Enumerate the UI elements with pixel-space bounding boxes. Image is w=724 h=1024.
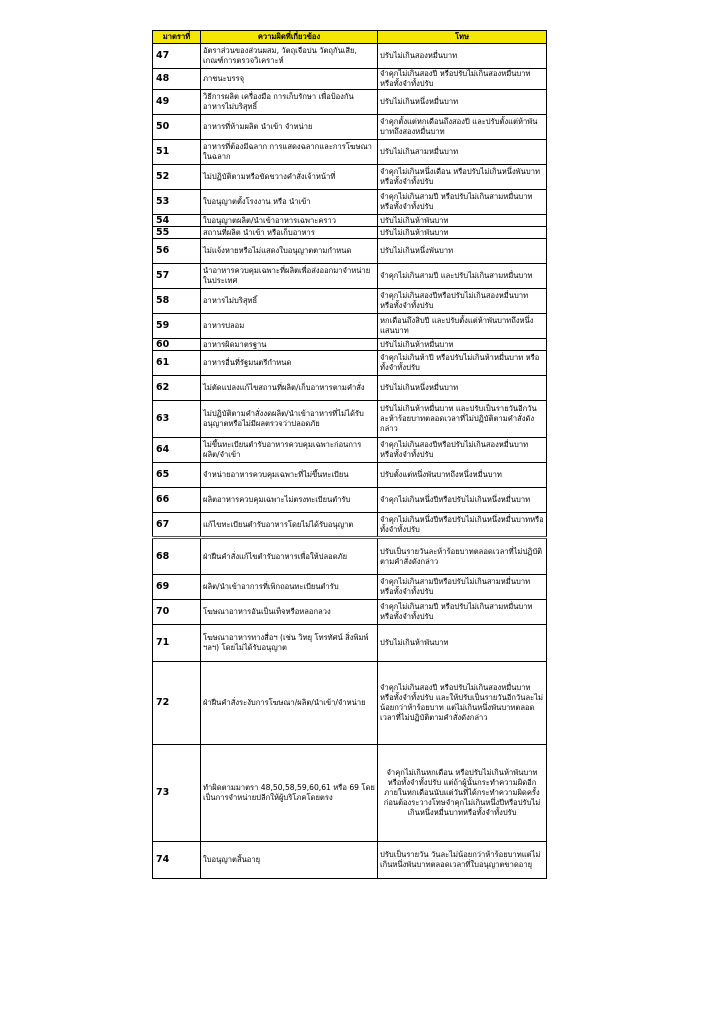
offense-cell: ไม่ปฏิบัติตามคำสั่งงดผลิต/นำเข้าอาหารที่ไม่ได้รับอนุญาตหรือไม่มีผลตรวจว่าปลอดภัย	[201, 401, 378, 438]
section-number: 69	[153, 575, 201, 600]
section-number: 57	[153, 264, 201, 289]
header-row	[153, 31, 547, 44]
table-row	[153, 239, 547, 264]
table-row	[153, 438, 547, 463]
offense-cell: ผลิต/นำเข้าอาการที่เพิกถอนทะเบียนตำรับ	[201, 575, 378, 600]
offense-cell: โฆษณาอาหารอันเป็นเท็จหรือหลอกลวง	[201, 600, 378, 625]
offense-cell: ใบอนุญาตผลิต/นำเข้าอาหารเฉพาะคราว	[201, 215, 378, 227]
penalty-cell: ปรับไม่เกินสามหมื่นบาท	[378, 140, 547, 165]
section-number: 74	[153, 842, 201, 879]
penalty-cell: จำคุกไม่เกินสองปี หรือปรับไม่เกินสองหมื่นบาท หรือทั้งจำทั้งปรับ	[378, 69, 547, 90]
table-row	[153, 842, 547, 879]
offense-cell: วิธีการผลิต เครื่องมือ การเก็บรักษา เพื่อป้องกันอาหารไม่บริสุทธิ์	[201, 90, 378, 115]
table-row	[153, 600, 547, 625]
penalty-table	[152, 30, 547, 879]
penalty-cell: จำคุกไม่เกินสามปีหรือปรับไม่เกินสามหมื่นบาท หรือทั้งจำทั้งปรับ	[378, 575, 547, 600]
table-row	[153, 625, 547, 662]
section-number: 63	[153, 401, 201, 438]
table-row	[153, 575, 547, 600]
section-number: 66	[153, 488, 201, 513]
section-number: 54	[153, 215, 201, 227]
offense-cell: อาหารไม่บริสุทธิ์	[201, 289, 378, 314]
penalty-cell: จำคุกไม่เกินสามปี หรือปรับไม่เกินสามหมื่นบาท หรือทั้งจำทั้งปรับ	[378, 190, 547, 215]
section-number: 51	[153, 140, 201, 165]
section-number: 56	[153, 239, 201, 264]
table-row	[153, 401, 547, 438]
section-number: 48	[153, 69, 201, 90]
offense-cell: อาหารที่ห้ามผลิต นำเข้า จำหน่าย	[201, 115, 378, 140]
table-row	[153, 227, 547, 239]
penalty-cell: ปรับไม่เกินห้าพันบาท	[378, 227, 547, 239]
penalty-cell: จำคุกไม่เกินสองปีหรือปรับไม่เกินสองหมื่นบาท หรือทั้งจำทั้งปรับ	[378, 289, 547, 314]
offense-cell: อาหารที่ต้องมีฉลาก การแสดงฉลากและการโฆษณาในฉลาก	[201, 140, 378, 165]
table-row	[153, 376, 547, 401]
offense-cell: ทำผิดตามมาตรา 48,50,58,59,60,61 หรือ 69 โดยเป็นการจำหน่ายปลีกให้ผู้บริโภคโดยตรง	[201, 745, 378, 842]
section-number: 53	[153, 190, 201, 215]
offense-cell: ไม่ปฏิบัติตามหรือขัดขวางคำสั่งเจ้าหน้าที่	[201, 165, 378, 190]
section-number: 62	[153, 376, 201, 401]
penalty-cell: จำคุกไม่เกินสองปีหรือปรับไม่เกินสองหมื่นบาท หรือทั้งจำทั้งปรับ	[378, 438, 547, 463]
offense-cell: อาหารผิดมาตรฐาน	[201, 339, 378, 351]
table-row	[153, 488, 547, 513]
penalty-cell: ปรับเป็นรายวัน วันละไม่น้อยกว่าห้าร้อยบาทแต่ไม่เกินหนึ่งพันบาทตลอดเวลาที่ใบอนุญาตขาดอายุ	[378, 842, 547, 879]
table-row	[153, 463, 547, 488]
penalty-cell: จำคุกไม่เกินห้าปี หรือปรับไม่เกินห้าหมื่นบาท หรือทั้งจำทั้งปรับ	[378, 351, 547, 376]
penalty-cell: ปรับไม่เกินสองหมื่นบาท	[378, 44, 547, 69]
section-number: 65	[153, 463, 201, 488]
penalty-cell: ปรับไม่เกินห้าพันบาท	[378, 625, 547, 662]
offense-cell: ฝ่าฝืนคำสั่งแก้ไขตำรับอาหารเพื่อให้ปลอดภัย	[201, 538, 378, 575]
table-row	[153, 140, 547, 165]
section-number: 71	[153, 625, 201, 662]
section-number: 52	[153, 165, 201, 190]
table-row	[153, 165, 547, 190]
table-row	[153, 264, 547, 289]
table-row	[153, 215, 547, 227]
offense-cell: ภาชนะบรรจุ	[201, 69, 378, 90]
header-penalty: โทษ	[378, 31, 547, 44]
penalty-cell: ปรับไม่เกินหนึ่งหมื่นบาท	[378, 376, 547, 401]
offense-cell: แก้ไขทะเบียนตำรับอาหารโดยไม่ได้รับอนุญาต	[201, 513, 378, 538]
penalty-cell: จำคุกไม่เกินสามปี และปรับไม่เกินสามหมื่นบาท	[378, 264, 547, 289]
table-row	[153, 289, 547, 314]
section-number: 59	[153, 314, 201, 339]
offense-cell: จำหน่ายอาหารควบคุมเฉพาะที่ไม่ขึ้นทะเบียน	[201, 463, 378, 488]
offense-cell: ไม่ตัดแปลงแก้ไขสถานที่ผลิต/เก็บอาหารตามคำสั่ง	[201, 376, 378, 401]
table-row	[153, 513, 547, 538]
section-number: 49	[153, 90, 201, 115]
offense-cell: ฝ่าฝืนคำสั่งระงับการโฆษณา/ผลิต/นำเข้า/จำหน่าย	[201, 662, 378, 745]
penalty-cell: ปรับไม่เกินห้าหมื่นบาท และปรับเป็นรายวันอีกวันละห้าร้อยบาทตลอดเวลาที่ไม่ปฏิบัติตามคำสั่งดังกล่าว	[378, 401, 547, 438]
header-section: มาตราที่	[153, 31, 201, 44]
penalty-cell: ปรับไม่เกินห้าพันบาท	[378, 215, 547, 227]
offense-cell: อาหารปลอม	[201, 314, 378, 339]
offense-cell: ไม่ขึ้นทะเบียนตำรับอาหารควบคุมเฉพาะก่อนการผลิต/จำเข้า	[201, 438, 378, 463]
table-row	[153, 44, 547, 69]
table-row	[153, 190, 547, 215]
offense-cell: อัตราส่วนของส่วนผสม, วัตถุเจือปน วัตถุกันเสีย, เกณฑ์การตรวจวิเคราะห์	[201, 44, 378, 69]
section-number: 50	[153, 115, 201, 140]
table-row	[153, 339, 547, 351]
section-number: 68	[153, 538, 201, 575]
table-row	[153, 745, 547, 842]
section-number: 58	[153, 289, 201, 314]
section-number: 60	[153, 339, 201, 351]
table-row	[153, 69, 547, 90]
table-row	[153, 662, 547, 745]
table-row	[153, 115, 547, 140]
offense-cell: โฆษณาอาหารทางสื่อฯ (เช่น วิทยุ โทรทัศน์ สิ่งพิมพ์ ฯลฯ) โดยไม่ได้รับอนุญาต	[201, 625, 378, 662]
offense-cell: อาหารอื่นที่รัฐมนตรีกำหนด	[201, 351, 378, 376]
section-number: 70	[153, 600, 201, 625]
offense-cell: ใบอนุญาตตั้งโรงงาน หรือ นำเข้า	[201, 190, 378, 215]
header-offense: ความผิดที่เกี่ยวข้อง	[201, 31, 378, 44]
table-row	[153, 314, 547, 339]
section-number: 64	[153, 438, 201, 463]
penalty-cell: จำคุกไม่เกินหนึ่งปีหรือปรับไม่เกินหนึ่งหมื่นบาทหรือทั้งจำทั้งปรับ	[378, 513, 547, 538]
section-number: 67	[153, 513, 201, 538]
penalty-cell: ปรับไม่เกินหนึ่งพันบาท	[378, 239, 547, 264]
section-number: 73	[153, 745, 201, 842]
penalty-cell: จำคุกตั้งแต่หกเดือนถึงสองปี และปรับตั้งแต่ห้าพันบาทถึงสองหมื่นบาท	[378, 115, 547, 140]
offense-cell: ใบอนุญาตสิ้นอายุ	[201, 842, 378, 879]
offense-cell: ผลิตอาหารควบคุมเฉพาะไม่ตรงทะเบียนตำรับ	[201, 488, 378, 513]
table-row	[153, 538, 547, 575]
penalty-cell: จำคุกไม่เกินสองปี หรือปรับไม่เกินสองหมื่นบาท หรือทั้งจำทั้งปรับ และให้ปรับเป็นรายวันอีกวันละไม่น้อยกว่าห้าร้อยบาท แต่ไม่เกินหนึ่งพันบาทตลอดเวลาที่ไม่ปฏิบัติตามคำสั่งดังกล่าว	[378, 662, 547, 745]
penalty-cell: ปรับตั้งแต่หนึ่งพันบาทถึงหนึ่งหมื่นบาท	[378, 463, 547, 488]
penalty-cell: จำคุกไม่เกินสามปี หรือปรับไม่เกินสามหมื่นบาท หรือทั้งจำทั้งปรับ	[378, 600, 547, 625]
section-number: 55	[153, 227, 201, 239]
penalty-cell: ปรับไม่เกินหนึ่งหมื่นบาท	[378, 90, 547, 115]
penalty-cell: ปรับไม่เกินห้าหมื่นบาท	[378, 339, 547, 351]
penalty-cell: หกเดือนถึงสิบปี และปรับตั้งแต่ห้าพันบาทถึงหนึ่งแสนบาท	[378, 314, 547, 339]
penalty-cell: จำคุกไม่เกินหนึ่งเดือน หรือปรับไม่เกินหนึ่งพันบาท หรือทั้งจำทั้งปรับ	[378, 165, 547, 190]
offense-cell: นำอาหารควบคุมเฉพาะที่ผลิตเพื่อส่งออกมาจำหน่ายในประเทศ	[201, 264, 378, 289]
offense-cell: ไม่แจ้งหายหรือไม่แสดงใบอนุญาตตามกำหนด	[201, 239, 378, 264]
offense-cell: สถานที่ผลิต นำเข้า หรือเก็บอาหาร	[201, 227, 378, 239]
section-number: 72	[153, 662, 201, 745]
table-row	[153, 351, 547, 376]
section-number: 61	[153, 351, 201, 376]
penalty-cell: จำคุกไม่เกินหนึ่งปีหรือปรับไม่เกินหนึ่งหมื่นบาท	[378, 488, 547, 513]
penalty-cell: ปรับเป็นรายวันละห้าร้อยบาทตลอดเวลาที่ไม่ปฏิบัติตามคำสั่งดังกล่าว	[378, 538, 547, 575]
section-number: 47	[153, 44, 201, 69]
table-row	[153, 90, 547, 115]
penalty-cell: จำคุกไม่เกินหกเดือน หรือปรับไม่เกินห้าพันบาท หรือทั้งจำทั้งปรับ แต่ถ้าผู้นั้นกระทำความผิดอีกภายในหกเดือนนับแต่วันที่ได้กระทำความผิดครั้งก่อนต้องระวางโทษจำคุกไม่เกินหนึ่งปีหรือปรับไม่เกินหนึ่งหมื่นบาทหรือทั้งจำทั้งปรับ	[378, 745, 547, 842]
